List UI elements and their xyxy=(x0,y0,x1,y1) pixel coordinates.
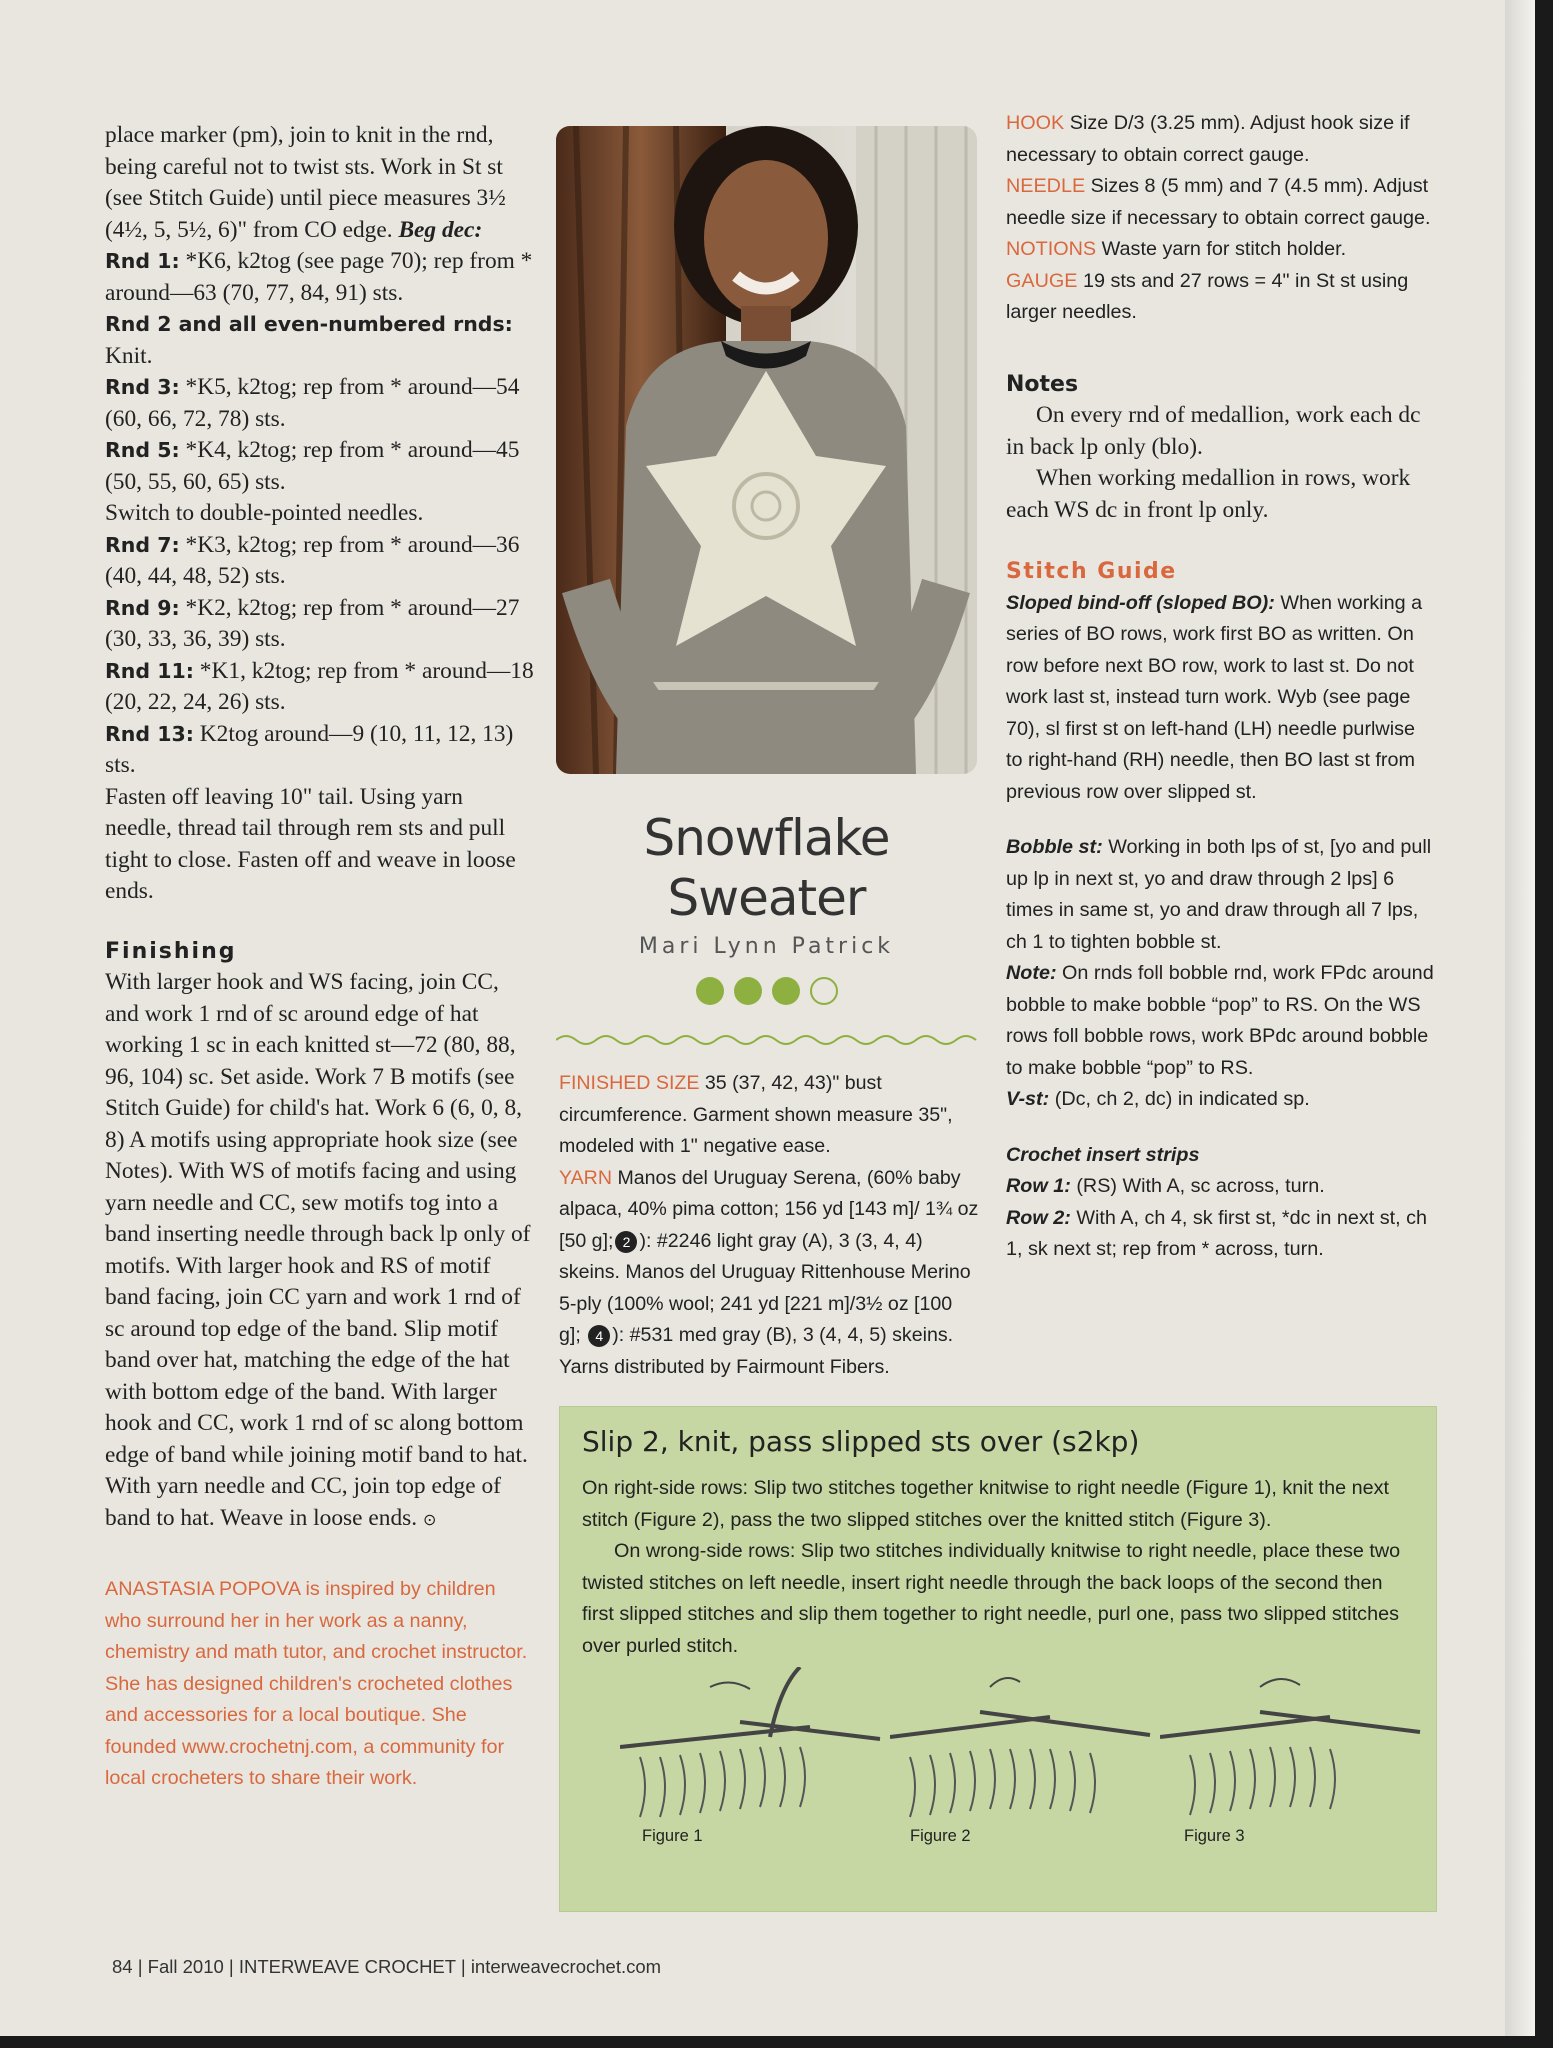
gauge-text: 19 sts and 27 rows = 4" in St st using larger needles. xyxy=(1006,269,1409,323)
round-line xyxy=(105,719,535,782)
yarn-a-text: Manos del Uruguay Serena, (60% baby alpaca, 40% pima cotton; 156 yd [143 m]/ 1¾ oz [50 g]; xyxy=(559,1166,979,1252)
note-text: On rnds foll bobble rnd, work FPdc around bobble to make bobble “pop” to RS. On the WS rows foll bobble rows, work BPdc around bobble to make bobble “pop” to RS. xyxy=(1006,962,1434,1079)
notions-text: Waste yarn for stitch holder. xyxy=(1101,238,1347,260)
finishing-text xyxy=(105,967,535,1536)
round-text: *K3, k2tog; rep from * around—36 (40, 44, 48, 52) sts. xyxy=(105,531,520,589)
sidebar-title: Slip 2, knit, pass slipped sts over (s2kp) xyxy=(582,1425,1140,1458)
s2kp-sidebar xyxy=(559,1406,1437,1912)
right-column xyxy=(1006,108,1436,1266)
yarn-a-rest: ): #2246 light gray (A), 3 (3, 4, 4) skeins. Manos del Uruguay Rittenhouse Merino 5-ply (100% wool; 241 yd [221 m]/3½ oz [100 g]; xyxy=(559,1229,971,1346)
specs-block xyxy=(559,1068,979,1383)
yarn-weight-icon: 2 xyxy=(615,1231,637,1253)
gauge-label: GAUGE xyxy=(1006,269,1078,292)
yarn-weight-icon: 4 xyxy=(588,1325,610,1347)
insert-heading xyxy=(1006,1140,1436,1172)
round-label: Rnd 7: xyxy=(105,532,180,557)
note-item: When working medallion in rows, work each WS dc in front lp only. xyxy=(1006,465,1411,523)
finished-size-text: 35 (37, 42, 43)" bust circumference. Garment shown measure 35", modeled with 1" negative ease. xyxy=(559,1072,953,1157)
round-line xyxy=(105,309,535,372)
round-label: Rnd 5: xyxy=(105,438,180,462)
round-line xyxy=(105,530,535,593)
row-1 xyxy=(1006,1171,1436,1203)
beg-dec-label: Beg dec: xyxy=(398,216,483,243)
vst-text: (Dc, ch 2, dc) in indicated sp. xyxy=(1054,1088,1310,1110)
row1-text: (RS) With A, sc across, turn. xyxy=(1076,1175,1325,1197)
skill-dot-filled xyxy=(696,977,724,1005)
hook-label: HOOK xyxy=(1006,112,1065,134)
title-line-2: Sweater xyxy=(667,869,866,927)
sloped-bo xyxy=(1006,588,1436,809)
hook-spec xyxy=(1006,108,1436,171)
vst-label: V-st: xyxy=(1006,1088,1050,1110)
needle-text: Sizes 8 (5 mm) and 7 (4.5 mm). Adjust needle size if necessary to obtain correct gauge. xyxy=(1006,175,1431,229)
round-text: Knit. xyxy=(105,342,153,369)
sidebar-para-1: On right-side rows: Slip two stitches together knitwise to right needle (Figure 1), knit the next stitch (Figure 2), pass the two slipped stitches over the knitted stitch (Figure 3). xyxy=(582,1477,1390,1531)
stitch-guide-heading: Stitch Guide xyxy=(1006,559,1177,584)
finishing-heading: Finishing xyxy=(105,938,237,964)
round-line xyxy=(105,656,535,719)
row2-text: With A, ch 4, sk first st, *dc in next st, ch 1, sk next st; rep from * across, turn. xyxy=(1006,1206,1428,1260)
round-label: Rnd 3: xyxy=(105,375,180,399)
figure-2-label: Figure 2 xyxy=(910,1827,971,1845)
insert-heading-text: Crochet insert strips xyxy=(1006,1143,1200,1166)
figure-1-label: Figure 1 xyxy=(642,1827,703,1845)
hook-text: Size D/3 (3.25 mm). Adjust hook size if necessary to obtain correct gauge. xyxy=(1006,112,1410,166)
gauge-spec xyxy=(1006,266,1436,329)
note-item: On every rnd of medallion, work each dc in back lp only (blo). xyxy=(1006,402,1421,460)
yarn xyxy=(559,1163,979,1384)
skill-dot-filled xyxy=(772,977,800,1005)
round-text: *K4, k2tog; rep from * around—45 (50, 55, 60, 65) sts. xyxy=(105,437,520,495)
sidebar-para-2: On wrong-side rows: Slip two stitches individually knitwise to right needle, place these two twisted stitches on left needle, insert right needle through the back loops of the second then first slipped stitches and slip them together to right needle, purl one, pass two slipped stitches over purled stitch. xyxy=(582,1540,1401,1657)
skill-dot-filled xyxy=(734,977,762,1005)
skill-level-dots xyxy=(556,977,977,1005)
author-bio: ANASTASIA POPOVA is inspired by children who surround her in her work as a nanny, chemistry and math tutor, and crochet instructor. She has designed children's crocheted clothes and accessories for a local boutique. She founded www.crochetnj.com, a community for local crocheters to share their work. xyxy=(105,1578,528,1789)
yarn-b-rest: ): #531 med gray (B), 3 (4, 4, 5) skeins. Yarns distributed by Fairmount Fibers. xyxy=(559,1324,954,1378)
sidebar-body xyxy=(582,1473,1417,1662)
round-label: Rnd 2 and all even-numbered rnds: xyxy=(105,312,513,336)
title-block xyxy=(556,808,977,1005)
skill-dot-empty xyxy=(810,977,838,1005)
left-column xyxy=(105,120,535,1795)
paragraph-intro xyxy=(105,120,535,246)
title-line-1: Snowflake xyxy=(643,809,890,867)
bobble-label: Bobble st: xyxy=(1006,836,1103,858)
round-line xyxy=(105,246,535,309)
round-text: *K2, k2tog; rep from * around—27 (30, 33, 36, 39) sts. xyxy=(105,594,520,652)
round-label: Rnd 13: xyxy=(105,721,194,746)
fasten-off-text: Fasten off leaving 10" tail. Using yarn needle, thread tail through rem sts and pull tight to close. Fasten off and weave in loose ends. xyxy=(105,783,516,904)
notions-spec xyxy=(1006,234,1436,266)
v-st xyxy=(1006,1084,1436,1116)
intro-text: place marker (pm), join to knit in the rnd, being careful not to twist sts. Work in St st (see Stitch Guide) until piece measures 3½ (4½, 5, 5½, 6)" from CO edge. xyxy=(105,122,506,243)
page-spine xyxy=(1505,0,1535,2036)
finished-size xyxy=(559,1068,979,1163)
round-label: Rnd 11: xyxy=(105,658,194,683)
bobble-st xyxy=(1006,832,1436,958)
designer-name: Mari Lynn Patrick xyxy=(638,934,895,959)
round-line xyxy=(105,372,535,435)
round-text: Switch to double-pointed needles. xyxy=(105,500,424,526)
row-2 xyxy=(1006,1203,1436,1266)
figure-3-label: Figure 3 xyxy=(1184,1827,1245,1845)
round-text: *K6, k2tog (see page 70); rep from * around—63 (70, 77, 84, 91) sts. xyxy=(105,248,533,306)
note-label: Note: xyxy=(1006,962,1057,984)
page-footer: 84 | Fall 2010 | INTERWEAVE CROCHET | interweavecrochet.com xyxy=(112,1956,662,1977)
round-label: Rnd 1: xyxy=(105,249,180,273)
round-text: *K5, k2tog; rep from * around—54 (60, 66, 72, 78) sts. xyxy=(105,374,520,432)
rounds-list xyxy=(105,246,535,782)
needle-label: NEEDLE xyxy=(1006,175,1086,197)
yarn-label: YARN xyxy=(559,1166,612,1189)
bobble-text: Working in both lps of st, [yo and pull up lp in next st, yo and draw through 2 lps] 6 times in same st, yo and draw through all 7 lps, ch 1 to tighten bobble st. xyxy=(1006,836,1432,953)
notes-body xyxy=(1006,400,1436,526)
sweater-photo xyxy=(556,126,977,774)
round-line xyxy=(105,593,535,656)
row1-label: Row 1: xyxy=(1006,1175,1071,1197)
round-line xyxy=(105,435,535,498)
needle-spec xyxy=(1006,171,1436,234)
end-mark-icon: ⊙ xyxy=(422,1511,437,1529)
round-line xyxy=(105,498,535,530)
sloped-bo-label: Sloped bind-off (sloped BO): xyxy=(1006,591,1275,614)
model-image xyxy=(556,126,977,774)
round-text: K2tog around—9 (10, 11, 12, 13) sts. xyxy=(105,720,514,778)
finished-size-label: FINISHED SIZE xyxy=(559,1072,700,1094)
sloped-bo-text: When working a series of BO rows, work first BO as written. On row before next BO row, work to last st. Do not work last st, instead turn work. Wyb (see page 70), sl first st on left-hand (LH) needle purlwise to right-hand (RH) needle, then BO last st from previous row over slipped st. xyxy=(1006,591,1423,803)
row2-label: Row 2: xyxy=(1006,1206,1071,1229)
round-text: *K1, k2tog; rep from * around—18 (20, 22, 24, 26) sts. xyxy=(105,657,534,715)
notes-heading: Notes xyxy=(1006,371,1079,397)
notions-label: NOTIONS xyxy=(1006,238,1097,260)
squiggle-divider xyxy=(556,1032,977,1048)
round-label: Rnd 9: xyxy=(105,595,180,620)
bobble-note xyxy=(1006,958,1436,1084)
finishing-body: With larger hook and WS facing, join CC, and work 1 rnd of sc around edge of hat working 1 sc in each knitted st—72 (80, 88, 96, 104) sc. Set aside. Work 7 B motifs (see Stitch Guide) for child's hat. Work 6 (6, 0, 8, 8) A motifs using appropriate hook size (see Notes). With WS of motifs facing and using yarn needle and CC, sew motifs tog into a band inserting needle through back lp only of motifs. With larger hook and RS of motif band facing, join CC yarn and work 1 rnd of sc around top edge of the band. Slip motif band over hat, matching the edge of the hat with bottom edge of the band. With larger hook and CC, work 1 rnd of sc along bottom edge of band while joining motif band to hat. With yarn needle and CC, join top edge of band to hat. Weave in loose ends. xyxy=(105,969,531,1531)
